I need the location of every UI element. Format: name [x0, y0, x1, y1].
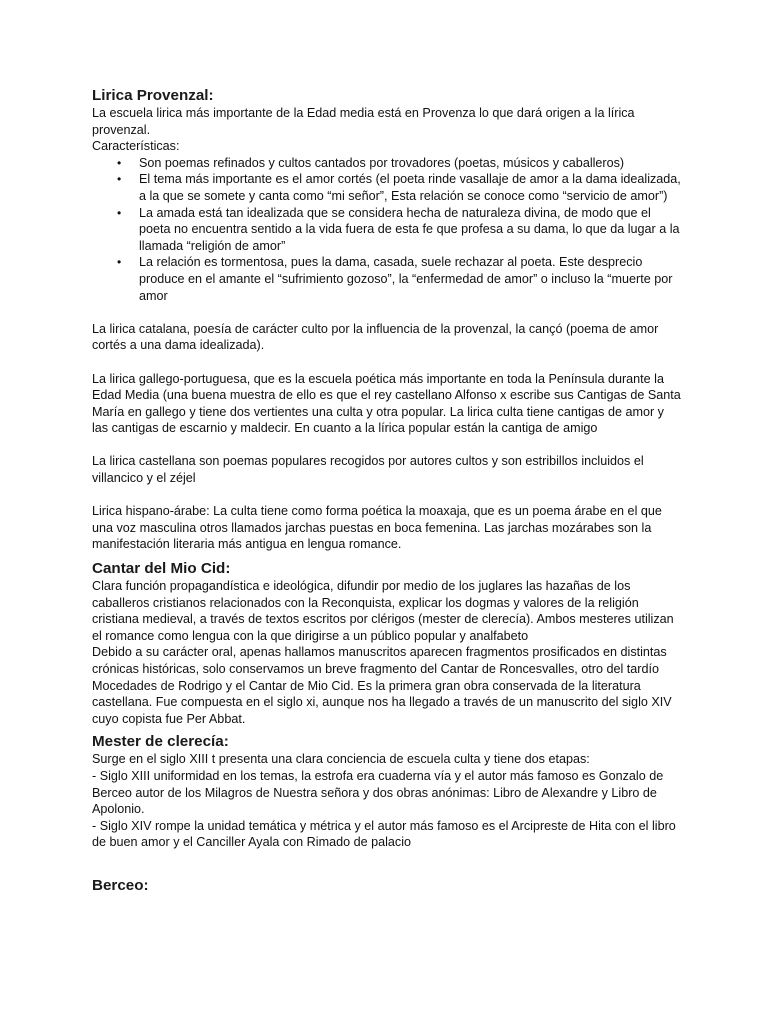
document-page	[92, 86, 682, 895]
paragraph-lirica-castellana: La lirica castellana son poemas populares recogidos por autores cultos y son estribillos incluidos el villancico y el zéjel	[92, 454, 644, 486]
list-item	[92, 205, 682, 255]
paragraph-lirica-catalana: La lirica catalana, poesía de carácter culto por la influencia de la provenzal, la cançó (poema de amor cortés a una dama idealizada).	[92, 321, 659, 353]
list-item-text: La relación es tormentosa, pues la dama, casada, suele rechazar al poeta. Este desprecio produce en el amante el “sufrimiento gozoso”, la “enfermedad de amor” o incluso la “muerte por amor	[139, 255, 673, 303]
caracteristicas-list	[92, 155, 682, 304]
paragraph-cid-caracter-oral: Debido a su carácter oral, apenas hallamos manuscritos aparecen fragmentos prosificados en distintas crónicas históricas, solo conservamos un breve fragmento del Cantar de Roncesvalles, otro del tardío Mocedades de Rodrigo y el Cantar de Mio Cid. Es la primera gran obra conservada de la literatura castellana. Fue compuesta en el siglo xi, aunque nos ha llegado a través de un manuscrito del siglo XIV cuyo copista fue Per Abbat.	[92, 645, 672, 726]
paragraph-lirica-gallego-portuguesa: La lirica gallego-portuguesa, que es la escuela poética más importante en toda la Península durante la Edad Media (una buena muestra de ello es que el rey castellano Alfonso x escribe sus Cantigas de Santa María en gallego y tiene dos vertientes una culta y otra popular. La lirica culta tiene cantigas de amor y las cantigas de escarnio y maldecir. En cuanto a la lírica popular están la cantiga de amigo	[92, 371, 681, 436]
bullet-icon: •	[117, 172, 122, 187]
heading-lirica-provenzal: Lirica Provenzal:	[92, 87, 214, 104]
paragraph-lirica-hispano-arabe: Lirica hispano-árabe: La culta tiene como forma poética la moaxaja, que es un poema árabe en el que una voz masculina otros llamados jarchas puestas en boca femenina. Las jarchas mozárabes son la manifestación literaria más antigua en lengua romance.	[92, 504, 662, 552]
heading-berceo: Berceo:	[92, 876, 149, 894]
paragraph-cid-funcion: Clara función propagandística e ideológica, difundir por medio de los juglares las hazañas de los caballeros cristianos relacionados con la Reconquista, explicar los dogmas y valores de la religión cristiana medieval, a través de textos escritos por clérigos (mester de clerecía). Ambos mesteres utilizan el romance como lengua con la que dirigirse a un público popular y analfabeto	[92, 579, 674, 643]
paragraph-mester-siglo-xiii: - Siglo XIII uniformidad en los temas, la estrofa era cuaderna vía y el autor más famoso es Gonzalo de Berceo autor de los Milagros de Nuestra señora y dos obras anónimas: Libro de Alexandre y Libro de Apolonio.	[92, 768, 664, 817]
intro-paragraph: La escuela lirica más importante de la Edad media está en Provenza lo que dará origen a la lírica provenzal.	[92, 106, 635, 137]
paragraph-mester-siglo-xiv: - Siglo XIV rompe la unidad temática y métrica y el autor más famoso es el Arcipreste de Hita con el libro de buen amor y el Canciller Ayala con Rimado de palacio	[92, 818, 676, 850]
paragraph-mester-intro: Surge en el siglo XIII t presenta una clara conciencia de escuela culta y tiene dos etapas:	[92, 752, 590, 767]
list-item	[92, 254, 682, 304]
heading-mester-clerecia: Mester de clerecía:	[92, 733, 229, 751]
list-item-text: El tema más importante es el amor cortés (el poeta rinde vasallaje de amor a la dama idealizada, a la que se somete y canta como “mi señor”, Esta relación se conoce como “servicio de amor”)	[139, 172, 681, 203]
bullet-icon: •	[117, 155, 122, 170]
list-item	[92, 155, 682, 172]
list-item-text: Son poemas refinados y cultos cantados por trovadores (poetas, músicos y caballeros)	[139, 155, 625, 170]
bullet-icon: •	[117, 205, 122, 220]
list-item-text: La amada está tan idealizada que se considera hecha de naturaleza divina, de modo que el poeta no encuentra sentido a la vida fuera de esta fe que profesa a su dama, lo que da lugar a la llamada “religión de amor”	[139, 205, 680, 253]
bullet-icon: •	[117, 255, 122, 270]
caracteristicas-label: Características:	[92, 139, 180, 154]
list-item	[92, 171, 682, 204]
heading-cantar-mio-cid: Cantar del Mio Cid:	[92, 560, 231, 578]
